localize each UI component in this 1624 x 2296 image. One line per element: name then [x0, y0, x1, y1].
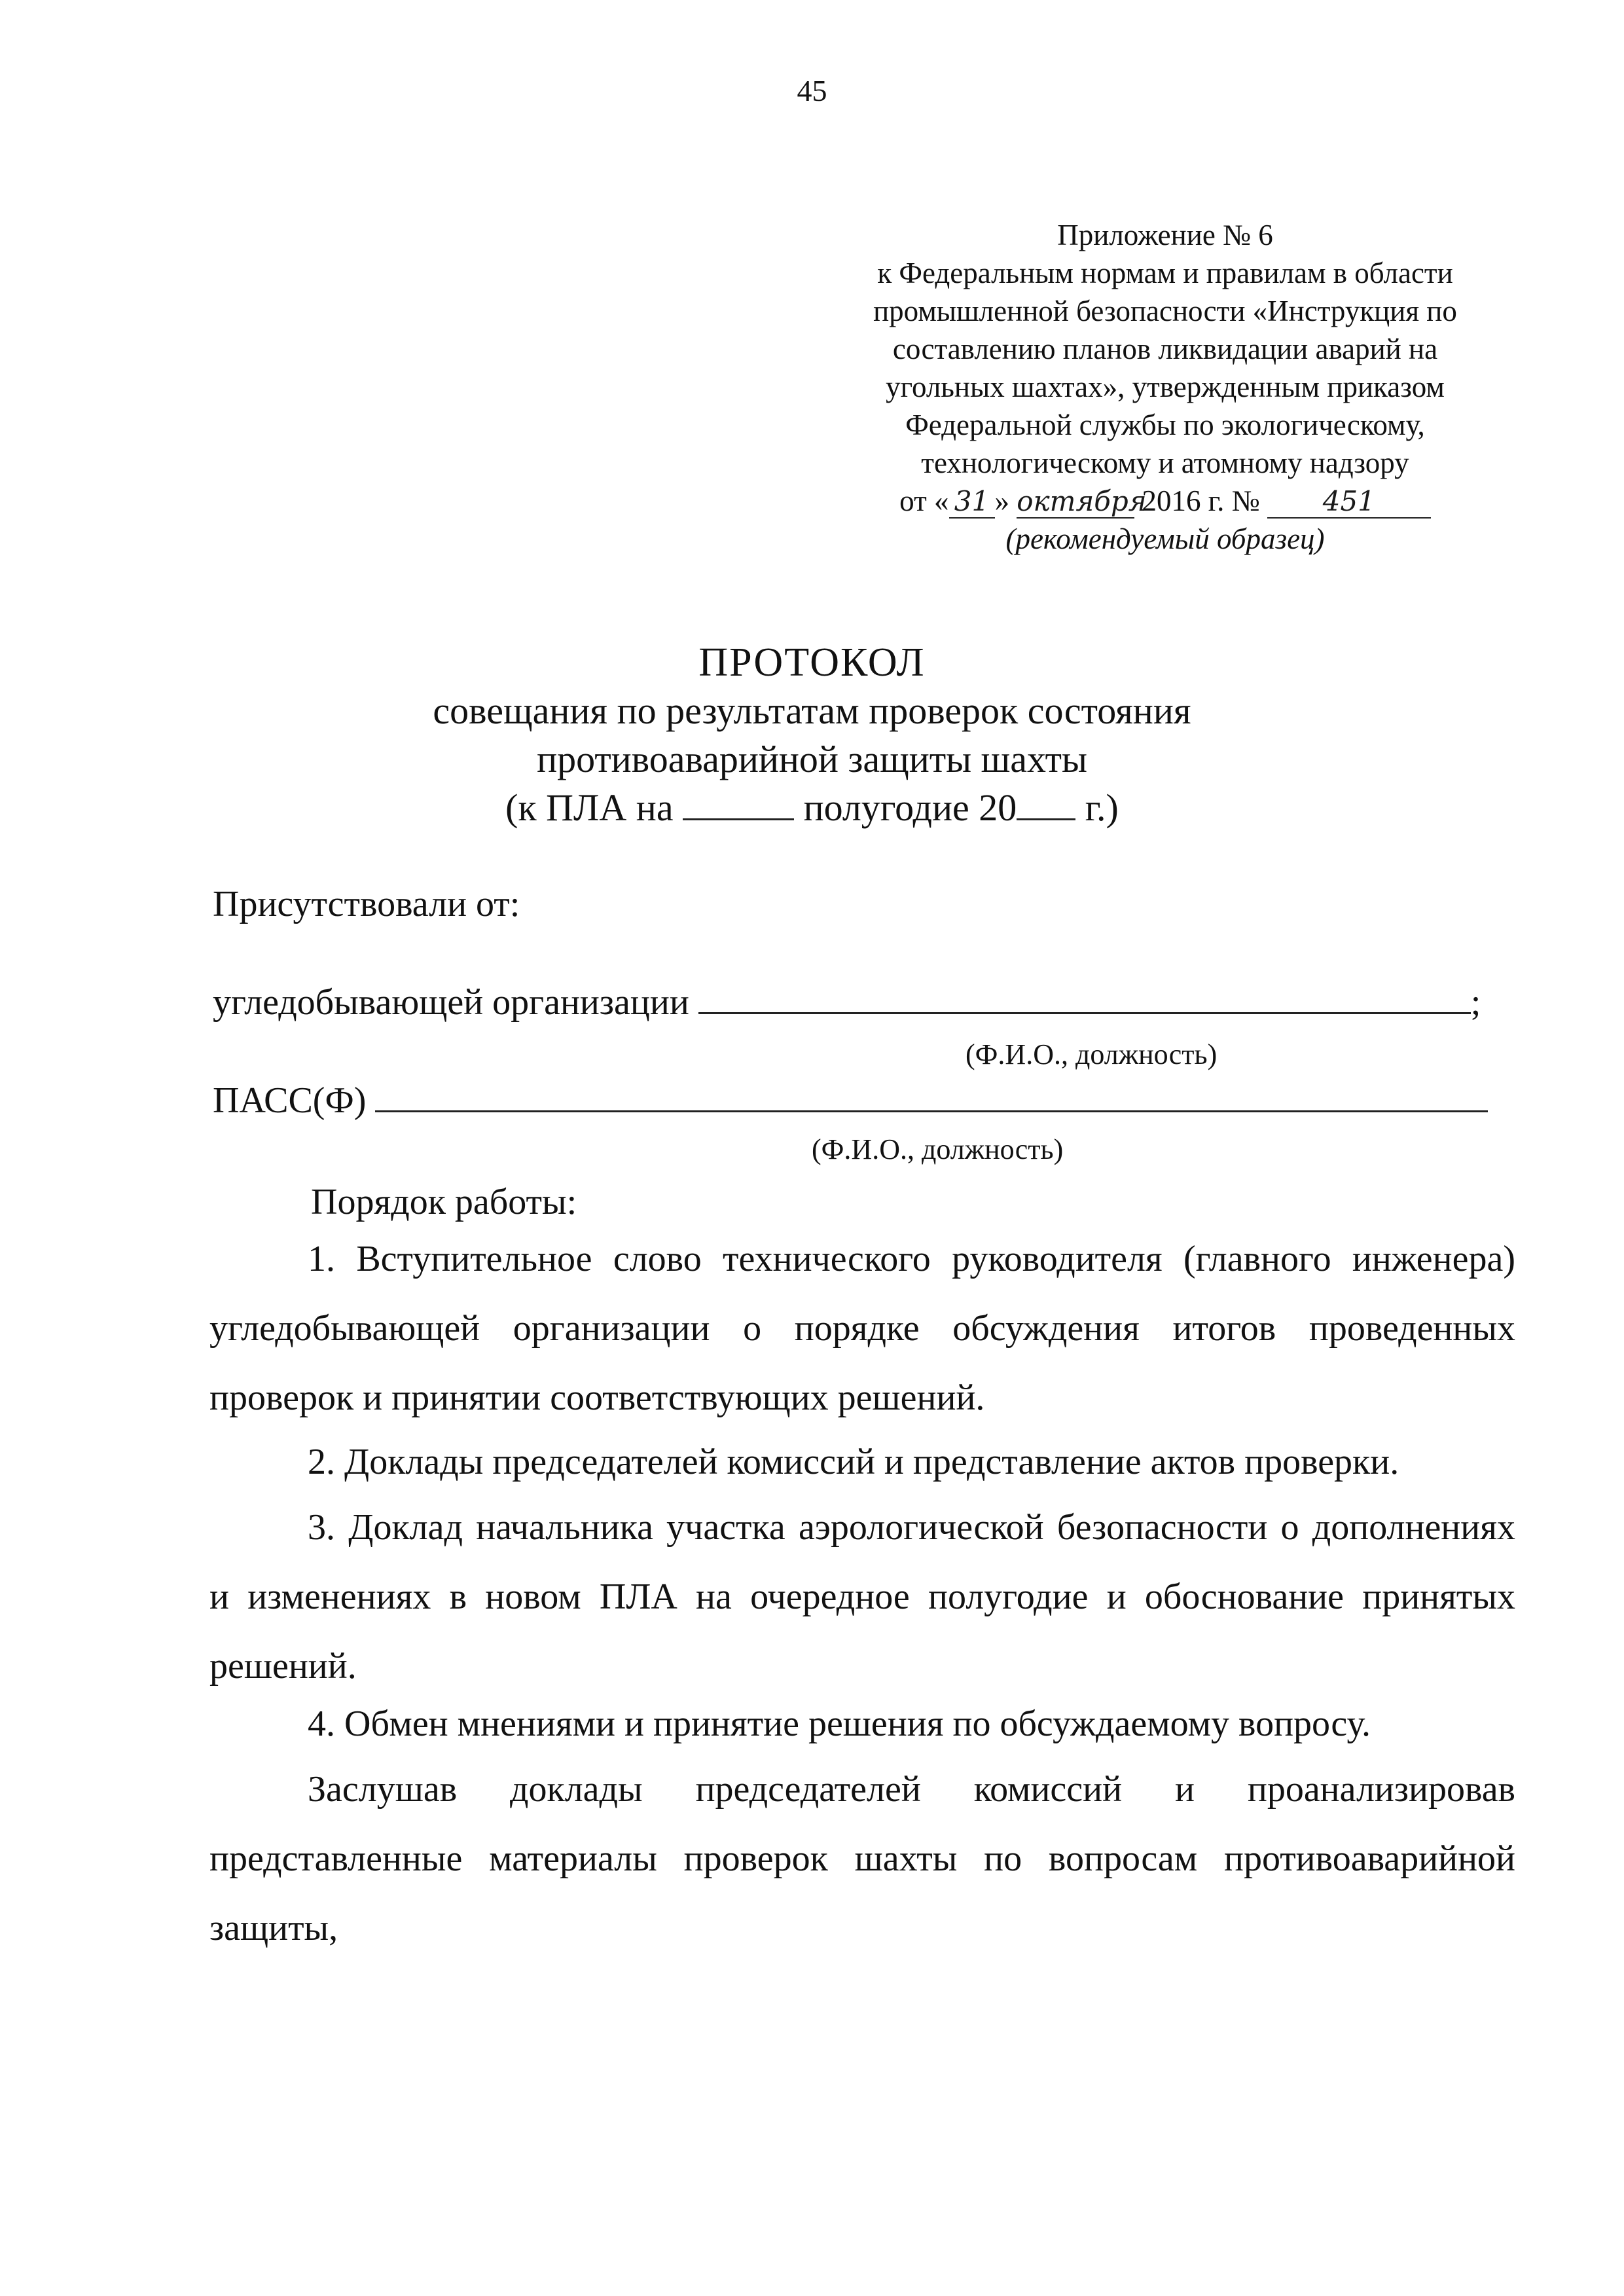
appendix-line: технологическому и атомному надзору: [921, 446, 1409, 479]
appendix-line: к Федеральным нормам и правилам в области: [877, 257, 1453, 289]
appendix-header: [812, 216, 1519, 558]
title-period-line: [0, 784, 1624, 832]
agenda-item-4: 4. Обмен мнениями и принятие решения по обсуждаемому вопросу.: [308, 1704, 1371, 1744]
pass-attendee-field: [375, 1082, 1488, 1112]
org-end: ;: [1470, 982, 1481, 1023]
pass-caption: (Ф.И.О., должность): [812, 1133, 1064, 1165]
org-label: угледобывающей организации: [213, 982, 689, 1023]
org-attendee-line: [213, 979, 1522, 1026]
closing-paragraph: Заслушав доклады председателей комиссий и проанализировав представленные материалы проверок шахты по вопросам противоаварийной защиты,: [209, 1769, 1515, 1948]
page-number: 45: [797, 74, 827, 107]
title-line: совещания по результатам проверок состояния: [433, 689, 1191, 732]
appendix-line: составлению планов ликвидации аварий на: [892, 333, 1438, 365]
appendix-line: угольных шахтах», утвержденным приказом: [886, 371, 1445, 403]
document-title: ПРОТОКОЛ: [698, 640, 926, 685]
date-day-handwritten: 31: [949, 486, 995, 519]
date-year: 2016 г. №: [1142, 484, 1260, 517]
title-line: противоаварийной защиты шахты: [537, 738, 1087, 780]
attendance-label: Присутствовали от:: [213, 884, 520, 924]
agenda-item-2: 2. Доклады председателей комиссий и представление актов проверки.: [308, 1442, 1399, 1482]
order-number-handwritten: 451: [1267, 486, 1431, 519]
agenda-item-3: 3. Доклад начальника участка аэрологической безопасности о дополнениях и изменениях в новом ПЛА на очередное полугодие и обоснование принятых решений.: [209, 1507, 1515, 1686]
appendix-date-line: [812, 482, 1519, 520]
org-attendee-field: [698, 983, 1471, 1014]
agenda-label: Порядок работы:: [311, 1182, 577, 1222]
appendix-line: Федеральной службы по экологическому,: [905, 409, 1425, 441]
date-month-handwritten: октября: [1017, 485, 1147, 517]
org-caption: (Ф.И.О., должность): [965, 1038, 1218, 1070]
date-prefix: от «: [899, 484, 949, 517]
pass-attendee-line: [213, 1077, 1522, 1124]
period-prefix: (к ПЛА на: [505, 786, 674, 829]
pass-label: ПАСС(Ф): [213, 1080, 367, 1121]
period-suffix: г.): [1085, 786, 1119, 829]
date-mid: »: [994, 484, 1009, 517]
period-blank: [683, 792, 794, 820]
document-title-block: [0, 638, 1624, 832]
agenda-item-1: 1. Вступительное слово технического руководителя (главного инженера) угледобывающей организации о порядке обсуждения итогов проведенных проверок и принятии соответствующих решений.: [209, 1239, 1515, 1418]
sample-note: (рекомендуемый образец): [1005, 522, 1325, 555]
period-mid: полугодие 20: [803, 786, 1017, 829]
appendix-line: Приложение № 6: [1057, 219, 1273, 251]
year-blank: [1017, 792, 1075, 820]
appendix-line: промышленной безопасности «Инструкция по: [873, 295, 1457, 327]
